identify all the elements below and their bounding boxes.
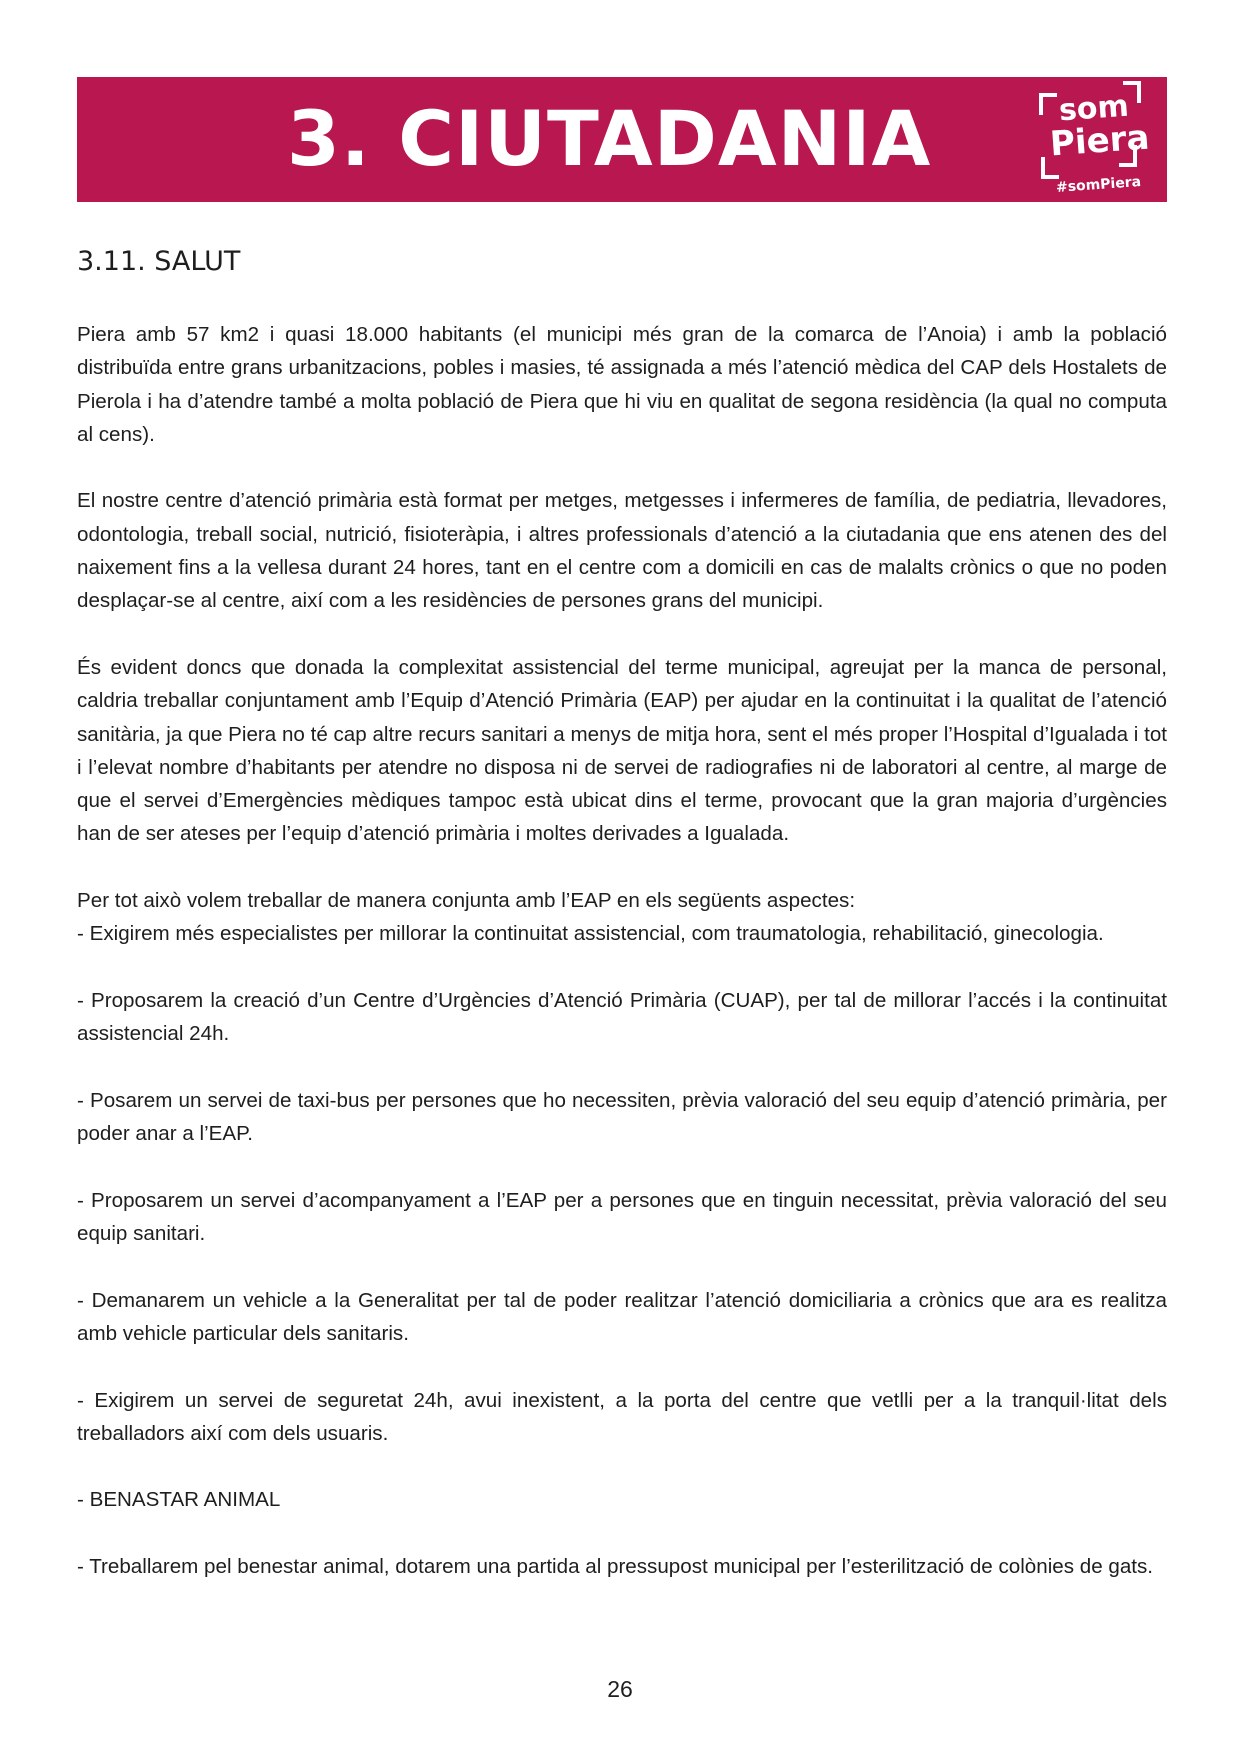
paragraph-aspects-intro: Per tot això volem treballar de manera conjunta amb l’EAP en els següents aspectes:	[77, 889, 856, 913]
list-item-security: - Exigirem un servei de seguretat 24h, avui inexistent, a la porta del centre que vetlli per a la tranquil·litat dels treballadors així com dels usuaris.	[77, 1388, 1167, 1445]
som-piera-logo	[1019, 81, 1159, 199]
list-item-vehicle: - Demanarem un vehicle a la Generalitat per tal de poder realitzar l’atenció domiciliaria a crònics que ara es realitza amb vehicle particular dels sanitaris.	[77, 1288, 1167, 1345]
logo-word-piera: Piera	[1048, 117, 1151, 165]
paragraph-complexity: És evident doncs que donada la complexitat assistencial del terme municipal, agreujat per la manca de personal, caldria treballar conjuntament amb l’Equip d’Atenció Primària (EAP) per ajudar en la continuitat i la qualitat de l’atenció sanitària, ja que Piera no té cap altre recurs sanitari a menys de mitja hora, sent el més proper l’Hospital d’Igualada i tot i l’elevat nombre d’habitants per atendre no disposa ni de servei de radiografies ni de laboratori al centre, al marge de que el servei d’Emergències mèdiques tampoc està ubicat dins el terme, provocant que la gran majoria d’urgències han de ser ateses per l’equip d’atenció primària i moltes derivades a Igualada.	[77, 655, 1167, 846]
chapter-title: 3. CIUTADANIA	[287, 94, 932, 183]
list-item-animal-welfare: - Treballarem pel benestar animal, dotarem una partida al pressupost municipal per l’esterilització de colònies de gats.	[77, 1554, 1154, 1578]
logo-hashtag: #somPiera	[1055, 174, 1142, 196]
page-number: 26	[607, 1676, 633, 1702]
body-text	[77, 318, 1167, 1583]
list-item-taxi-bus: - Posarem un servei de taxi-bus per persones que ho necessiten, prèvia valoració del seu equip d’atenció primària, per poder anar a l’EAP.	[77, 1088, 1167, 1146]
logo-word-som: som	[1057, 88, 1130, 129]
list-item-animal-welfare-heading: - BENASTAR ANIMAL	[77, 1488, 281, 1512]
paragraph-primary-care-centre: El nostre centre d’atenció primària està format per metges, metgesses i infermeres de família, de pediatria, llevadores, odontologia, treball social, nutrició, fisioteràpia, i altres professionals d’atenció a la ciutadania que ens atenen des del naixement fins a la vellesa durant 24 hores, tant en el centre com a domicili en cas de malalts crònics o que no poden desplaçar-se al centre, així com a les residències de persones grans del municipi.	[77, 489, 1167, 613]
list-item-cuap: - Proposarem la creació d’un Centre d’Urgències d’Atenció Primària (CUAP), per tal de millorar l’accés i la continuitat assistencial 24h.	[77, 988, 1167, 1046]
list-item-accompaniment: - Proposarem un servei d’acompanyament a l’EAP per a persones que en tinguin necessitat, prèvia valoració del seu equip sanitari.	[77, 1188, 1167, 1246]
logo-bracket-top-left	[1039, 93, 1057, 115]
chapter-header-banner	[77, 77, 1167, 202]
section-title: 3.11. SALUT	[77, 246, 241, 277]
list-item-specialists: - Exigirem més especialistes per millorar la continuitat assistencial, com traumatologia, rehabilitació, ginecologia.	[77, 922, 1104, 946]
paragraph-intro: Piera amb 57 km2 i quasi 18.000 habitants (el municipi més gran de la comarca de l’Anoia) i amb la població distribuïda entre grans urbanitzacions, pobles i masies, té assignada a més l’atenció mèdica del CAP dels Hostalets de Pierola i ha d’atendre també a molta població de Piera que hi viu en qualitat de segona residència (la qual no computa al cens).	[77, 323, 1167, 446]
